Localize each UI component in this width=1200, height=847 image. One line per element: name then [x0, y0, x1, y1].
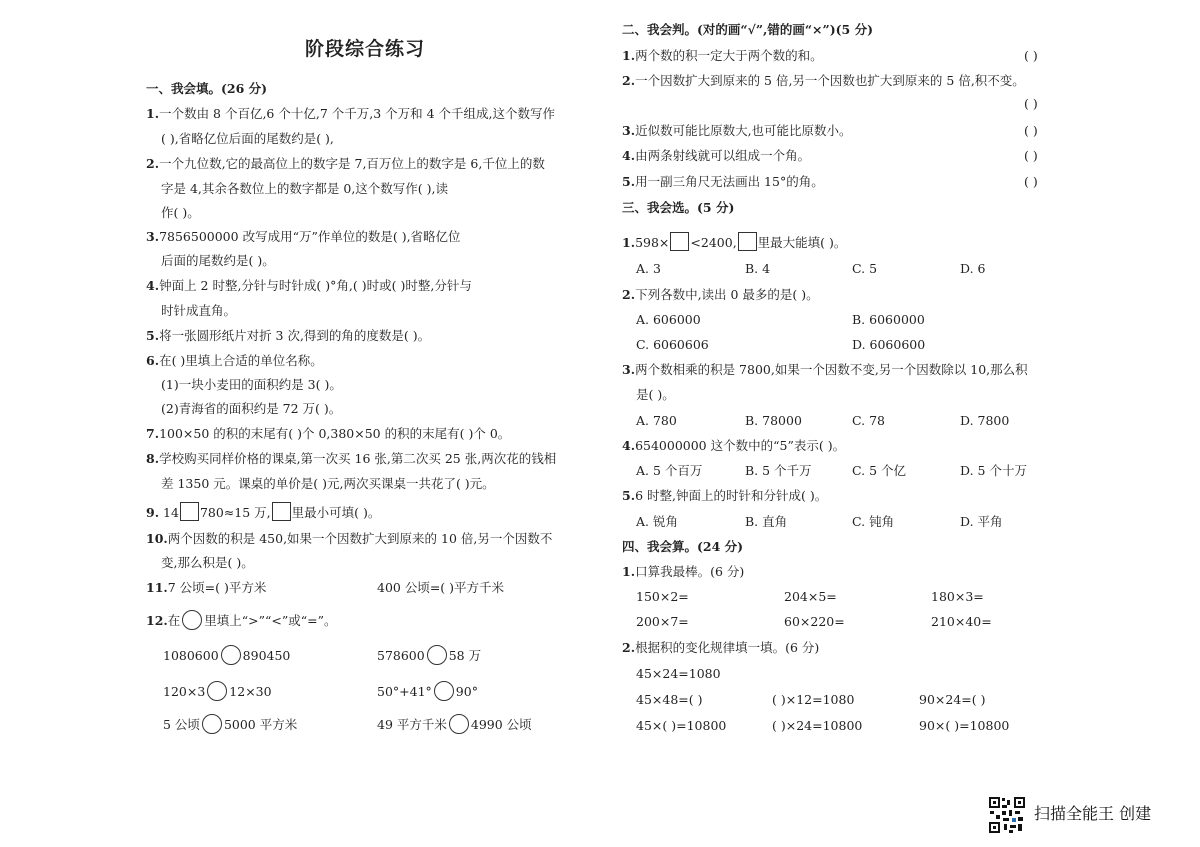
choice-text-c: 里最大能填( )。 — [757, 235, 847, 250]
q4-line2: 时针成直角。 — [161, 303, 237, 318]
compare-circle — [434, 681, 454, 701]
choice-4-option-b: B. 5 个千万 — [745, 463, 812, 478]
q9-line — [146, 502, 380, 521]
q5-line1 — [146, 330, 430, 343]
q3-text: 7856500000 改写成用“万”作单位的数是( ),省略亿位 — [159, 229, 461, 244]
compare-circle — [449, 714, 469, 734]
q12-text-a: 在 — [167, 613, 181, 628]
compare-circle — [207, 681, 227, 701]
choice-4-option-a: A. 5 个百万 — [636, 463, 703, 478]
compare-row-2-right — [377, 681, 478, 701]
calc-1-cell: 60×220= — [784, 614, 845, 629]
calc-1-cell: 200×7= — [636, 614, 689, 629]
section-1-heading: 一、我会填。(26 分) — [146, 81, 268, 96]
section-4-heading: 四、我会算。(24 分) — [622, 539, 744, 554]
compare-row-1-left — [163, 645, 290, 665]
judge-3 — [622, 125, 852, 138]
choice-text-b: <2400, — [690, 235, 737, 250]
q4-number: 4. — [146, 278, 160, 293]
choice-2-option-d: D. 6060600 — [852, 337, 926, 352]
choice-5-option-a: A. 锐角 — [636, 514, 678, 529]
compare-circle — [221, 645, 241, 665]
blank-box — [670, 232, 689, 251]
calc-text: 根据积的变化规律填一填。(6 分) — [635, 640, 820, 655]
calc-2-cell: 90×( )=10800 — [919, 718, 1010, 733]
q11-line-b: 400 公顷=( )平方千米 — [377, 580, 505, 595]
q7-text: 100×50 的积的末尾有( )个 0,380×50 的积的末尾有( )个 0。 — [159, 426, 511, 441]
q11-number: 11. — [146, 580, 168, 595]
judge-3-mark: ( ) — [1024, 123, 1038, 138]
q2-line1 — [146, 158, 545, 171]
judge-text: 近似数可能比原数大,也可能比原数小。 — [635, 123, 852, 138]
calc-1-cell: 180×3= — [931, 589, 984, 604]
q12-number: 12. — [146, 613, 168, 628]
q1-number: 1. — [146, 106, 160, 121]
compare-right: 58 万 — [448, 648, 482, 663]
choice-2-option-b: B. 6060000 — [852, 312, 925, 327]
choice-4-option-c: C. 5 个亿 — [852, 463, 906, 478]
judge-5 — [622, 176, 824, 189]
q2-line3: 作( )。 — [161, 205, 200, 220]
calc-2-cell: 45×48=( ) — [636, 692, 703, 707]
q5-text: 将一张圆形纸片对折 3 次,得到的角的度数是( )。 — [159, 328, 431, 343]
choice-3-option-c: C. 78 — [852, 413, 885, 428]
choice-1-option-d: D. 6 — [960, 261, 986, 276]
choice-text: 下列各数中,读出 0 最多的是( )。 — [635, 287, 819, 302]
judge-number: 5. — [622, 174, 636, 189]
compare-right: 5000 平方米 — [223, 717, 298, 732]
judge-4 — [622, 150, 810, 163]
q3-number: 3. — [146, 229, 160, 244]
calc-2-cell: ( )×24=10800 — [772, 718, 863, 733]
compare-left: 50°+41° — [377, 684, 432, 699]
compare-right: 890450 — [242, 648, 291, 663]
judge-number: 1. — [622, 48, 636, 63]
q2-text: 一个九位数,它的最高位上的数字是 7,百万位上的数字是 6,千位上的数 — [159, 156, 545, 171]
choice-2-option-a: A. 606000 — [636, 312, 701, 327]
q8-number: 8. — [146, 451, 160, 466]
judge-number: 3. — [622, 123, 636, 138]
choice-number: 1. — [622, 235, 636, 250]
q10-text: 两个因数的积是 450,如果一个因数扩大到原来的 10 倍,另一个因数不 — [167, 531, 553, 546]
compare-row-1-right — [377, 645, 481, 665]
q3-line2: 后面的尾数约是( )。 — [161, 253, 275, 268]
q12-line — [146, 610, 337, 630]
q6-number: 6. — [146, 353, 160, 368]
judge-text: 用一副三角尺无法画出 15°的角。 — [635, 174, 824, 189]
judge-text: 两个数的积一定大于两个数的和。 — [635, 48, 823, 63]
calc-2-given: 45×24=1080 — [636, 666, 721, 681]
calc-2-heading — [622, 642, 819, 655]
blank-circle — [182, 610, 202, 630]
calc-text: 口算我最棒。(6 分) — [635, 564, 745, 579]
choice-5-option-b: B. 直角 — [745, 514, 788, 529]
q9-number: 9. — [146, 505, 160, 520]
section-3-heading: 三、我会选。(5 分) — [622, 200, 735, 215]
q1-line1 — [146, 108, 555, 121]
choice-4-option-d: D. 5 个十万 — [960, 463, 1027, 478]
compare-right: 12×30 — [229, 684, 272, 699]
choice-2-option-c: C. 6060606 — [636, 337, 709, 352]
q7-number: 7. — [146, 426, 160, 441]
judge-2-mark: ( ) — [1024, 96, 1038, 111]
q4-text: 钟面上 2 时整,分针与时针成( )°角,( )时或( )时整,分针与 — [159, 278, 472, 293]
compare-left: 120×3 — [163, 684, 206, 699]
scanner-watermark: 扫描全能王 创建 — [1034, 804, 1152, 823]
judge-text: 一个因数扩大到原来的 5 倍,另一个因数也扩大到原来的 5 倍,积不变。 — [635, 73, 1025, 88]
compare-left: 5 公顷 — [163, 717, 200, 732]
compare-left: 1080600 — [163, 648, 219, 663]
page-title: 阶段综合练习 — [305, 38, 426, 60]
calc-1-cell: 150×2= — [636, 589, 689, 604]
q5-number: 5. — [146, 328, 160, 343]
calc-2-cell: ( )×12=1080 — [772, 692, 855, 707]
q10-line2: 变,那么积是( )。 — [161, 555, 254, 570]
choice-3-line1 — [622, 364, 1028, 377]
choice-3-option-b: B. 78000 — [745, 413, 802, 428]
q10-line1 — [146, 533, 552, 546]
qr-code-icon — [988, 796, 1026, 834]
q6-line1 — [146, 355, 323, 368]
q2-number: 2. — [146, 156, 160, 171]
compare-row-3-left — [163, 714, 297, 734]
q3-line1 — [146, 231, 461, 244]
calc-2-cell: 90×24=( ) — [919, 692, 986, 707]
choice-1-option-a: A. 3 — [636, 261, 661, 276]
q12-text-b: 里填上“>”“<”或“=”。 — [204, 613, 337, 628]
compare-row-3-right — [377, 714, 532, 734]
q9-text-a: 14 — [163, 505, 179, 520]
judge-number: 4. — [622, 148, 636, 163]
blank-box — [180, 502, 199, 521]
q8-line1 — [146, 453, 556, 466]
choice-number: 2. — [622, 287, 636, 302]
choice-text-a: 598× — [635, 235, 670, 250]
choice-text: 两个数相乘的积是 7800,如果一个因数不变,另一个因数除以 10,那么积 — [635, 362, 1028, 377]
q11-text-a: 7 公顷=( )平方米 — [167, 580, 267, 595]
choice-1-option-b: B. 4 — [745, 261, 771, 276]
choice-number: 5. — [622, 488, 636, 503]
choice-text: 6 时整,钟面上的时针和分针成( )。 — [635, 488, 828, 503]
choice-3-option-d: D. 7800 — [960, 413, 1010, 428]
blank-box — [272, 502, 291, 521]
judge-text: 由两条射线就可以组成一个角。 — [635, 148, 811, 163]
section-2-heading: 二、我会判。(对的画“√”,错的画“×”)(5 分) — [622, 22, 874, 37]
q2-line2: 字是 4,其余各数位上的数字都是 0,这个数写作( ),读 — [161, 181, 449, 196]
calc-number: 1. — [622, 564, 636, 579]
calc-1-cell: 204×5= — [784, 589, 837, 604]
choice-1-option-c: C. 5 — [852, 261, 878, 276]
q6-text: 在( )里填上合适的单位名称。 — [159, 353, 323, 368]
choice-3-option-a: A. 780 — [636, 413, 677, 428]
compare-circle — [427, 645, 447, 665]
blank-box — [738, 232, 757, 251]
q11-line-a — [146, 582, 266, 595]
q8-line2: 差 1350 元。课桌的单价是( )元,两次买课桌一共花了( )元。 — [161, 476, 495, 491]
judge-number: 2. — [622, 73, 636, 88]
choice-3-line2: 是( )。 — [636, 387, 675, 402]
judge-1-mark: ( ) — [1024, 48, 1038, 63]
choice-5-option-d: D. 平角 — [960, 514, 1003, 529]
choice-1 — [622, 232, 846, 251]
q7-line1 — [146, 428, 510, 441]
q9-text-b: 780≈15 万, — [199, 505, 271, 520]
compare-circle — [202, 714, 222, 734]
judge-1 — [622, 50, 823, 63]
compare-right: 4990 公顷 — [470, 717, 532, 732]
q10-number: 10. — [146, 531, 168, 546]
judge-2 — [622, 75, 1025, 88]
judge-4-mark: ( ) — [1024, 148, 1038, 163]
choice-number: 3. — [622, 362, 636, 377]
q8-text: 学校购买同样价格的课桌,第一次买 16 张,第二次买 25 张,两次花的钱相 — [159, 451, 557, 466]
choice-4 — [622, 440, 845, 453]
choice-text: 654000000 这个数中的“5”表示( )。 — [635, 438, 846, 453]
compare-left: 49 平方千米 — [377, 717, 447, 732]
choice-5-option-c: C. 钝角 — [852, 514, 895, 529]
compare-row-2-left — [163, 681, 272, 701]
choice-5 — [622, 490, 827, 503]
calc-1-heading — [622, 566, 744, 579]
choice-number: 4. — [622, 438, 636, 453]
q1-text: 一个数由 8 个百亿,6 个十亿,7 个千万,3 个万和 4 个千组成,这个数写作 — [159, 106, 556, 121]
compare-right: 90° — [455, 684, 478, 699]
choice-2 — [622, 289, 819, 302]
calc-2-cell: 45×( )=10800 — [636, 718, 727, 733]
q9-text-c: 里最小可填( )。 — [291, 505, 381, 520]
judge-5-mark: ( ) — [1024, 174, 1038, 189]
calc-1-cell: 210×40= — [931, 614, 992, 629]
q6-sub2: (2)青海省的面积约是 72 万( )。 — [161, 401, 342, 416]
q1-line2: ( ),省略亿位后面的尾数约是( ), — [161, 131, 334, 146]
compare-left: 578600 — [377, 648, 425, 663]
calc-number: 2. — [622, 640, 636, 655]
q6-sub1: (1)一块小麦田的面积约是 3( )。 — [161, 377, 342, 392]
q4-line1 — [146, 280, 472, 293]
